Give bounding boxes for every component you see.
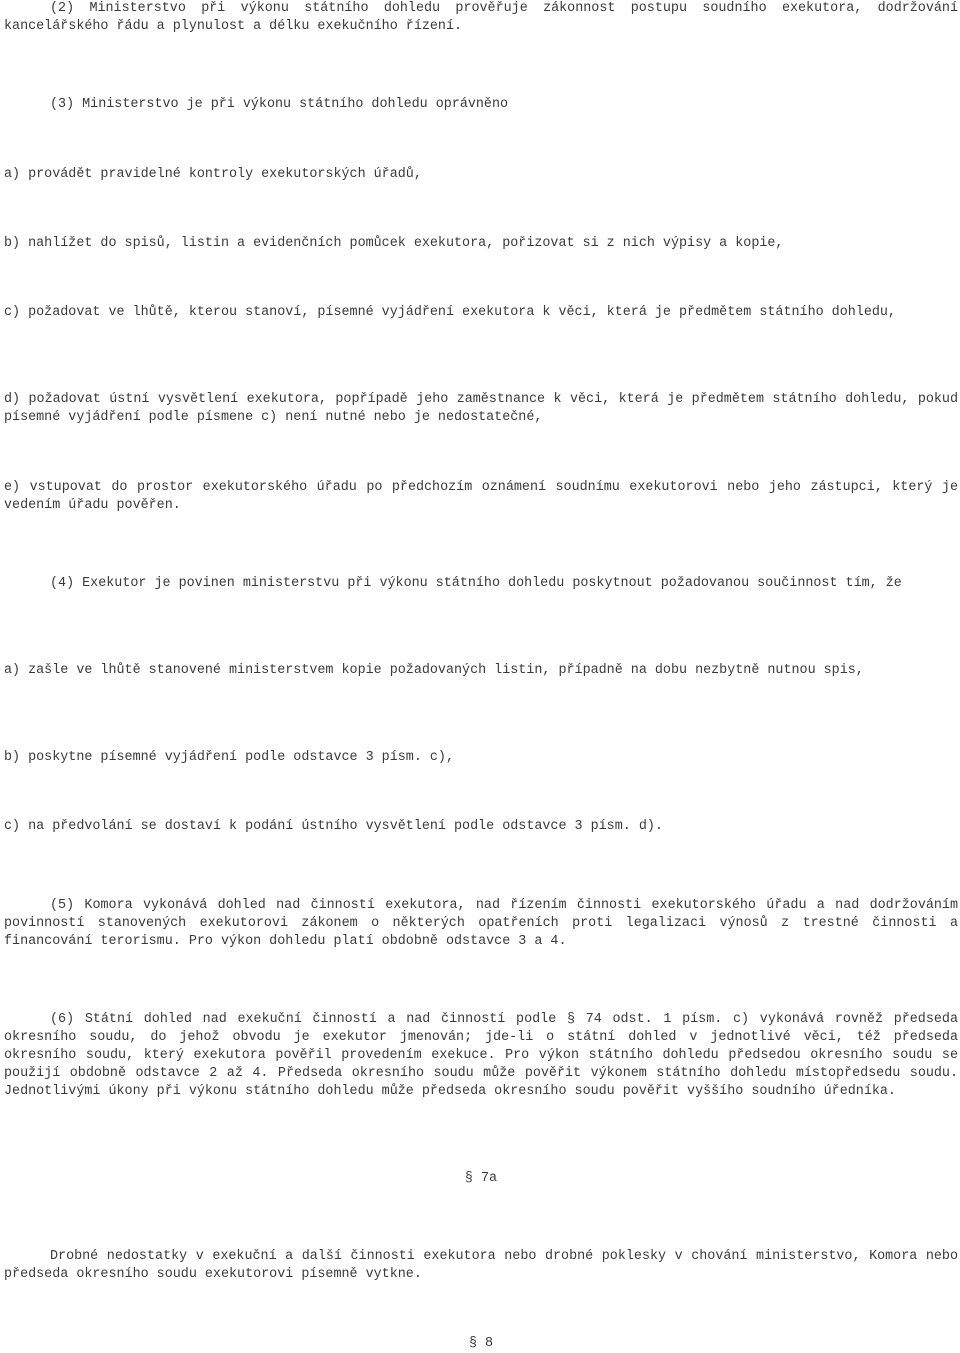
paragraph-3-item-e: e) vstupovat do prostor exekutorského úřadu po předchozím oznámení soudnímu exekutorovi nebo jeho zástupci, který je vedením úřadu pověřen. <box>4 480 958 513</box>
paragraph-3-item-d: d) požadovat ústní vysvětlení exekutora, popřípadě jeho zaměstnance k věci, která je předmětem státního dohledu, pokud písemné vyjádření podle písmene c) není nutné nebo je nedostatečné, <box>4 392 958 425</box>
paragraph-5: (5) Komora vykonává dohled nad činností exekutora, nad řízením činnosti exekutorského úřadu a nad dodržováním povinností stanovených exekutorovi zákonem o některých opatřeních proti legalizaci výnosů z trestné činnosti a financování terorismu. Pro výkon dohledu platí obdobně odstavce 3 a 4. <box>4 898 958 949</box>
paragraph-4-intro: (4) Exekutor je povinen ministerstvu při výkonu státního dohledu poskytnout požadovanou součinnost tím, že <box>50 576 902 591</box>
paragraph-4-item-b: b) poskytne písemné vyjádření podle odstavce 3 písm. c), <box>4 750 454 765</box>
paragraph-7a: Drobné nedostatky v exekuční a další činnosti exekutora nebo drobné poklesky v chování ministerstvo, Komora nebo předseda okresního soudu exekutorovi písemně vytkne. <box>4 1249 958 1282</box>
paragraph-6: (6) Státní dohled nad exekuční činností a nad činností podle § 74 odst. 1 písm. c) vykonává rovněž předseda okresního soudu, do jehož obvodu je exekutor jmenován; jde-li o státní dohled v jednotlivé věci, též předseda okresního soudu, který exekutora pověřil provedením exekuce. Pro výkon státního dohledu předsedou okresního soudu se použijí obdobně odstavce 2 až 4. Předseda okresního soudu může pověřit výkonem státního dohledu místopředsedu soudu. Jednotlivými úkony při výkonu státního dohledu může předseda okresního soudu pověřit vyššího soudního úředníka. <box>4 1012 958 1099</box>
paragraph-3-item-a: a) provádět pravidelné kontroly exekutorských úřadů, <box>4 167 422 182</box>
paragraph-3-item-c: c) požadovat ve lhůtě, kterou stanoví, písemné vyjádření exekutora k věci, která je předmětem státního dohledu, <box>4 305 896 320</box>
paragraph-4-item-c: c) na předvolání se dostaví k podání ústního vysvětlení podle odstavce 3 písm. d). <box>4 819 663 834</box>
paragraph-2: (2) Ministerstvo při výkonu státního dohledu prověřuje zákonnost postupu soudního exekutora, dodržování kancelářského řádu a plynulost a délku exekučního řízení. <box>4 1 958 34</box>
paragraph-3-intro: (3) Ministerstvo je při výkonu státního dohledu oprávněno <box>50 97 509 112</box>
section-heading-8: § 8 <box>468 1336 494 1351</box>
paragraph-3-item-b: b) nahlížet do spisů, listin a evidenčních pomůcek exekutora, pořizovat si z nich výpisy a kopie, <box>4 236 784 251</box>
paragraph-4-item-a: a) zašle ve lhůtě stanovené ministerstvem kopie požadovaných listin, případně na dobu nezbytně nutnou spis, <box>4 663 864 678</box>
section-heading-7a: § 7a <box>464 1171 498 1186</box>
